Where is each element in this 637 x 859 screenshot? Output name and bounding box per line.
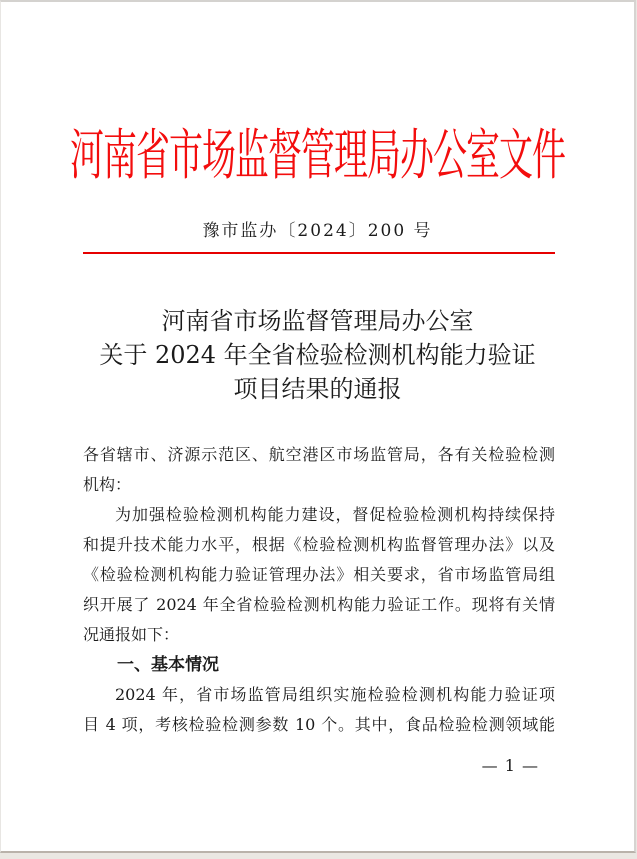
body-line: 机构： (83, 475, 132, 494)
body-line: 况通报如下： (83, 625, 180, 644)
page-number: — 1 — (481, 756, 539, 775)
document-title (1, 304, 634, 406)
body-line: 2024 年，省市场监管局组织实施检验检测机构能力验证项 (115, 685, 555, 704)
document-number: 豫市监办〔2024〕200 号 (202, 221, 433, 241)
red-separator-rule (83, 252, 555, 254)
body-line: 各省辖市、济源示范区、航空港区市场监管局，各有关检验检测 (83, 445, 555, 464)
title-line: 关于 2024 年全省检验检测机构能力验证 (99, 341, 536, 369)
body-line: 织开展了 2024 年全省检验检测机构能力验证工作。现将有关情 (83, 595, 555, 614)
body-line: 为加强检验检测机构能力建设，督促检验检测机构持续保持 (115, 505, 555, 524)
title-line: 项目结果的通报 (233, 375, 402, 403)
document-body (83, 440, 555, 740)
body-line: 和提升技术能力水平，根据《检验检测机构监督管理办法》以及 (83, 535, 555, 554)
section-heading: 一、基本情况 (117, 655, 219, 675)
title-line: 河南省市场监督管理局办公室 (161, 307, 474, 335)
body-line: 《检验检测机构能力验证管理办法》相关要求，省市场监管局组 (83, 565, 555, 584)
document-header-banner: 河南省市场监督管理局办公室文件 (70, 123, 565, 189)
body-line: 目 4 项，考核检验检测参数 10 个。其中，食品检验检测领域能 (83, 715, 555, 734)
